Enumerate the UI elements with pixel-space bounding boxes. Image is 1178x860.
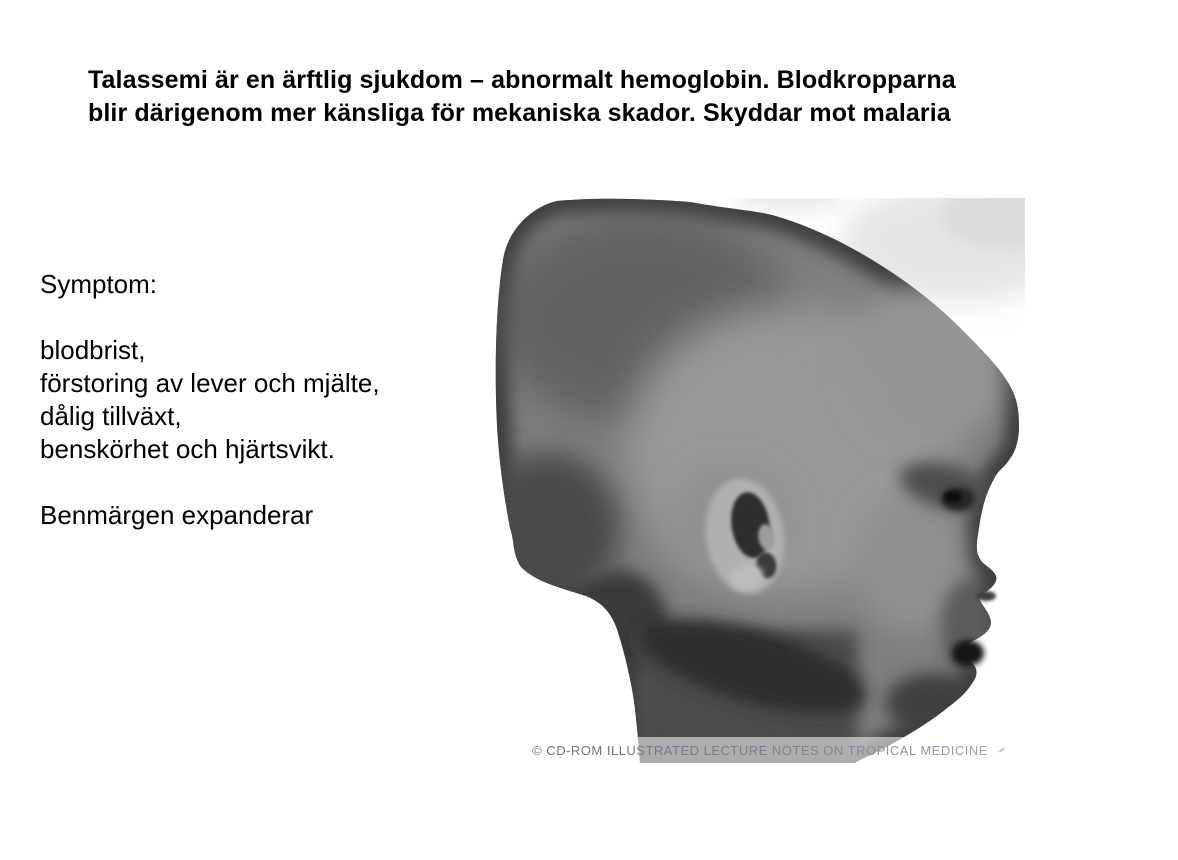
symptom-block	[40, 268, 380, 532]
bone-marrow-note: Benmärgen expanderar	[40, 500, 314, 530]
symptom-line: förstoring av lever och mjälte,	[40, 368, 380, 398]
slide-title	[88, 64, 956, 130]
title-line-1: Talassemi är en ärftlig sjukdom – abnormalt hemoglobin. Blodkropparna	[88, 66, 956, 94]
thalassemia-child-photo	[490, 198, 1025, 768]
mouth	[952, 640, 984, 666]
watermark	[490, 737, 1025, 764]
symptom-line: benskörhet och hjärtsvikt.	[40, 434, 335, 464]
symptom-heading: Symptom:	[40, 269, 158, 299]
nostril	[976, 591, 996, 601]
symptom-line: blodbrist,	[40, 335, 146, 365]
photo-canvas	[490, 198, 1025, 768]
photo-watermark-caption: © CD-ROM ILLUSTRATED LECTURE NOTES ON TROPICAL MEDICINE	[532, 743, 988, 758]
eye	[941, 487, 975, 511]
spacer	[40, 466, 380, 499]
symptom-line: dålig tillväxt,	[40, 401, 182, 431]
title-line-2: blir därigenom mer känsliga för mekaniska skador. Skyddar mot malaria	[88, 99, 951, 127]
spacer	[40, 301, 380, 334]
